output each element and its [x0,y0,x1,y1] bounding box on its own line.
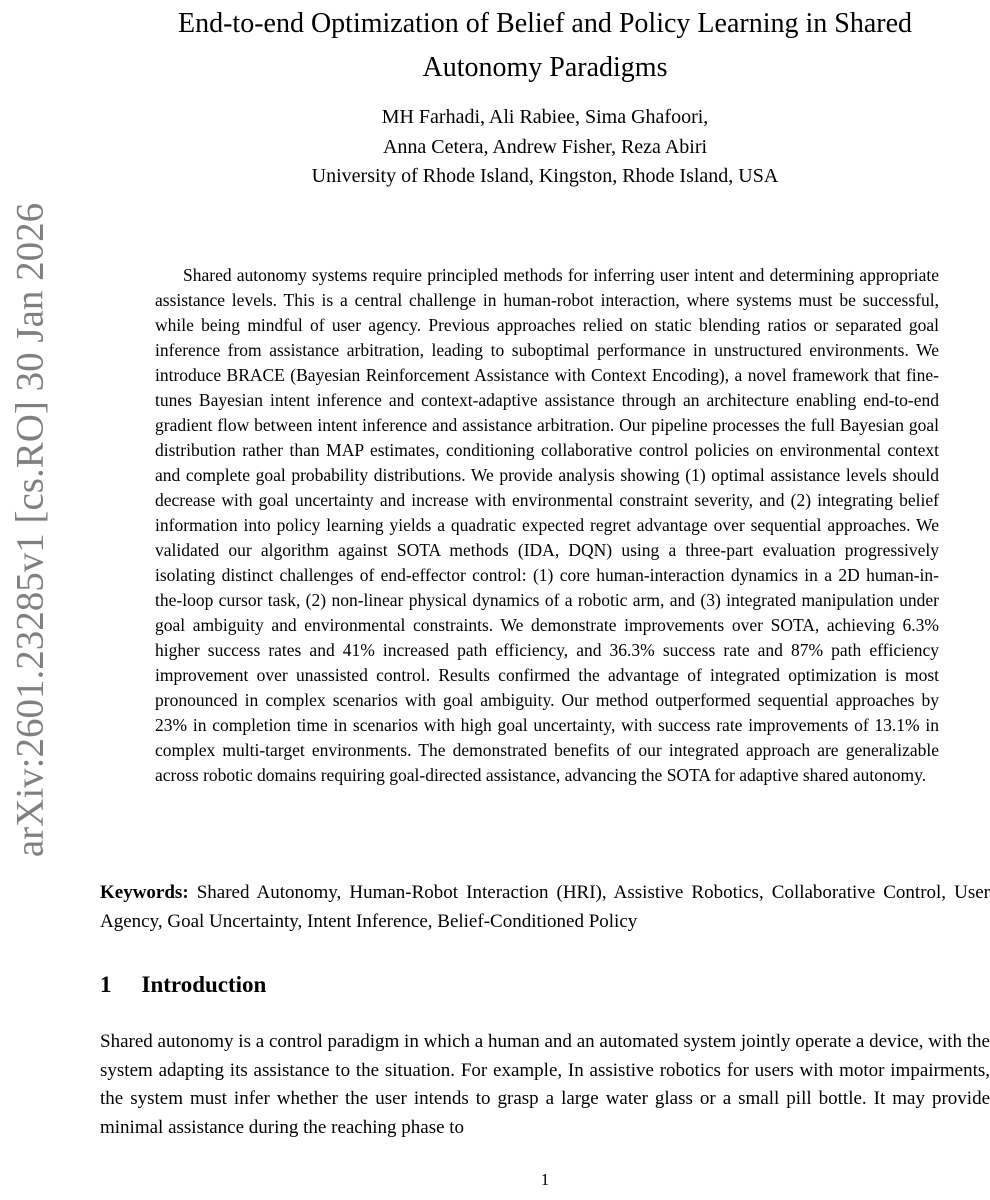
keywords-label: Keywords: [100,882,189,903]
keywords-text: Shared Autonomy, Human-Robot Interaction (HRI), Assistive Robotics, Collaborative Control, User Agency, Goal Uncertainty, Intent Inference, Belief-Conditioned Policy [100,882,990,932]
author-line-2: Anna Cetera, Andrew Fisher, Reza Abiri [382,135,708,158]
keywords-block [100,878,990,936]
paper-title-line2: Autonomy Paradigms [422,52,668,83]
paper-title-line1: End-to-end Optimization of Belief and Policy Learning in Shared [177,8,913,39]
section-number: 1 [100,972,112,997]
page-number: 1 [540,1170,550,1189]
section-title: Introduction [141,972,267,997]
affiliation: University of Rhode Island, Kingston, Rhode Island, USA [311,165,779,187]
author-line-1: MH Farhadi, Ali Rabiee, Sima Ghafoori, [381,106,709,128]
abstract-paragraph: Shared autonomy systems require principled methods for inferring user intent and determining appropriate assistance levels. This is a central challenge in human-robot interaction, where systems must be successful, while being mindful of user agency. Previous approaches relied on static blending ratios or separated goal inference from assistance arbitration, leading to suboptimal performance in unstructured environments. We introduce BRACE (Bayesian Reinforcement Assistance with Context Encoding), a novel framework that fine-tunes Bayesian intent inference and context-adaptive assistance through an architecture enabling end-to-end gradient flow between intent inference and assistance arbitration. Our pipeline processes the full Bayesian goal distribution rather than MAP estimates, conditioning collaborative control policies on environmental context and complete goal probability distributions. We provide analysis showing (1) optimal assistance levels should decrease with goal uncertainty and increase with environmental constraint severity, and (2) integrating belief information into policy learning yields a quadratic expected regret advantage over sequential approaches. We validated our algorithm against SOTA methods (IDA, DQN) using a three-part evaluation progressively isolating distinct challenges of end-effector control: (1) core human-interaction dynamics in a 2D human-in-the-loop cursor task, (2) non-linear physical dynamics of a robotic arm, and (3) integrated manipulation under goal ambiguity and environmental constraints. We demonstrate improvements over SOTA, achieving 6.3% higher success rates and 41% increased path efficiency, and 36.3% success rate and 87% path efficiency improvement over unassisted control. Results confirmed the advantage of integrated optimization is most pronounced in complex scenarios with goal ambiguity. Our method outperformed sequential approaches by 23% in completion time in scenarios with high goal uncertainty, with success rate improvements of 13.1% in complex multi-target environments. The demonstrated benefits of our integrated approach are generalizable across robotic domains requiring goal-directed assistance, advancing the SOTA for adaptive shared autonomy. [155,265,939,785]
author-block [100,103,990,192]
arxiv-watermark: arXiv:2601.23285v1 [cs.RO] 30 Jan 2026 [8,202,52,858]
intro-paragraph: Shared autonomy is a control paradigm in which a human and an automated system jointly operate a device, with the system adapting its assistance to the situation. For example, In assistive robotics for users with motor impairments, the system must infer whether the user intends to grasp a large water glass or a small pill bottle. It may provide minimal assistance during the reaching phase to [100,1031,990,1138]
paper-title [100,2,990,90]
section-heading-introduction [100,972,990,998]
